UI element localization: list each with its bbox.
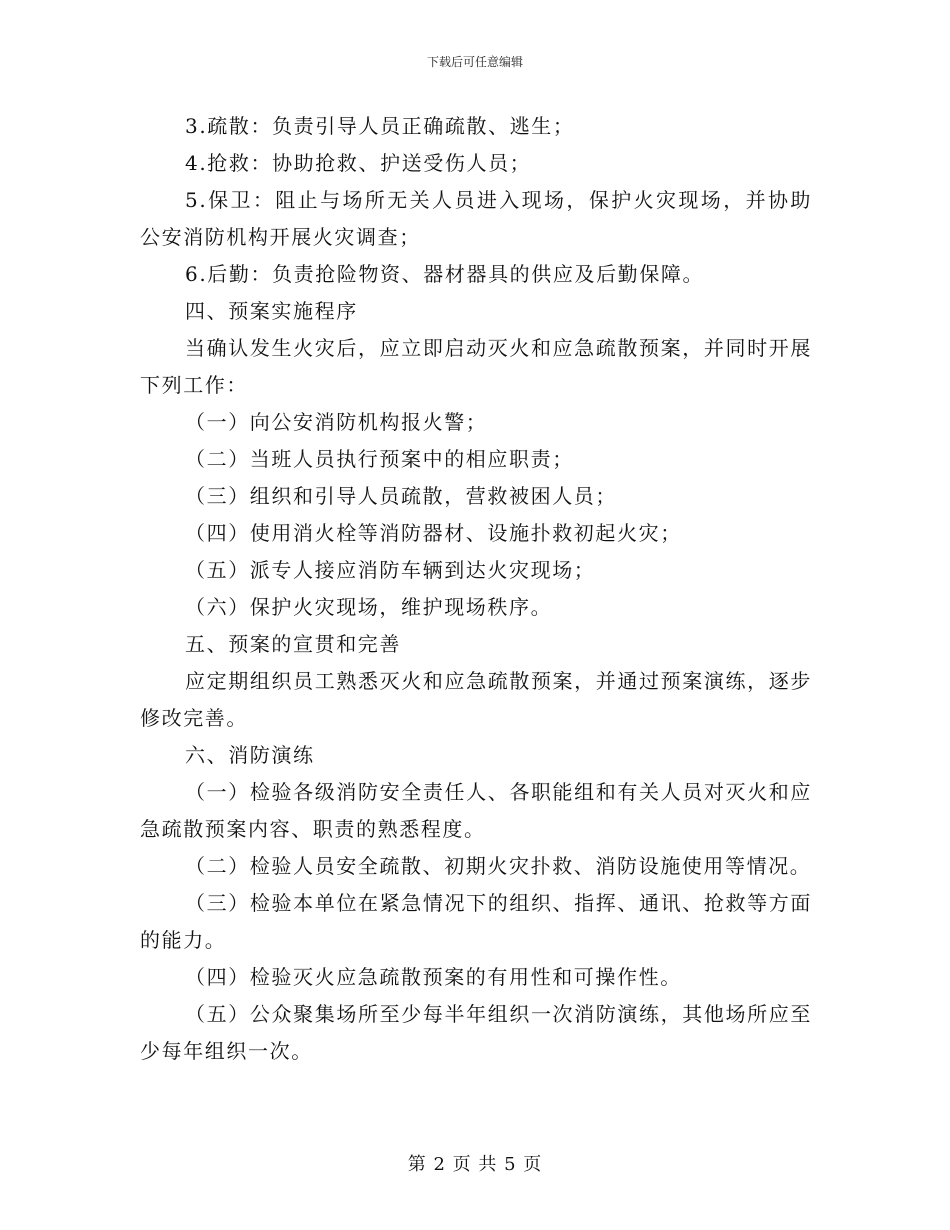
paragraph-logistics: 6.后勤：负责抢险物资、器材器具的供应及后勤保障。 <box>185 262 705 286</box>
list-item: （四）检验灭火应急疏散预案的有用性和可操作性。 <box>185 965 682 989</box>
list-item: （二）当班人员执行预案中的相应职责； <box>185 447 574 471</box>
paragraph-procedure-intro: 当确认发生火灾后，应立即启动灭火和应急疏散预案，并同时开展下列工作： <box>140 336 812 397</box>
document-body <box>140 108 812 1070</box>
list-item: （三）检验本单位在紧急情况下的组织、指挥、通讯、抢救等方面的能力。 <box>140 891 812 952</box>
section-heading-5: 五、预案的宣贯和完善 <box>185 632 401 656</box>
paragraph-security: 5.保卫：阻止与场所无关人员进入现场，保护火灾现场，并协助公安消防机构开展火灾调查； <box>140 188 812 249</box>
section-heading-6: 六、消防演练 <box>185 743 315 767</box>
list-item: （五）公众聚集场所至少每半年组织一次消防演练，其他场所应至少每年组织一次。 <box>140 1002 812 1063</box>
page-header-note: 下载后可任意编辑 <box>426 55 523 69</box>
paragraph-rescue: 4.抢救：协助抢救、护送受伤人员； <box>185 151 532 175</box>
list-item: （三）组织和引导人员疏散，营救被困人员； <box>185 484 617 508</box>
section-heading-4: 四、预案实施程序 <box>185 299 358 323</box>
paragraph-training: 应定期组织员工熟悉灭火和应急疏散预案，并通过预案演练，逐步修改完善。 <box>140 669 812 730</box>
page-number-footer: 第 2 页 共 5 页 <box>407 1154 543 1175</box>
paragraph-evacuation: 3.疏散：负责引导人员正确疏散、逃生； <box>185 114 575 138</box>
list-item: （一）检验各级消防安全责任人、各职能组和有关人员对灭火和应急疏散预案内容、职责的熟悉程度。 <box>140 780 812 841</box>
list-item: （五）派专人接应消防车辆到达火灾现场； <box>185 558 596 582</box>
list-item: （六）保护火灾现场，维护现场秩序。 <box>185 595 553 619</box>
list-item: （四）使用消火栓等消防器材、设施扑救初起火灾； <box>185 521 682 545</box>
list-item: （二）检验人员安全疏散、初期火灾扑救、消防设施使用等情况。 <box>185 854 812 878</box>
list-item: （一）向公安消防机构报火警； <box>185 410 488 434</box>
